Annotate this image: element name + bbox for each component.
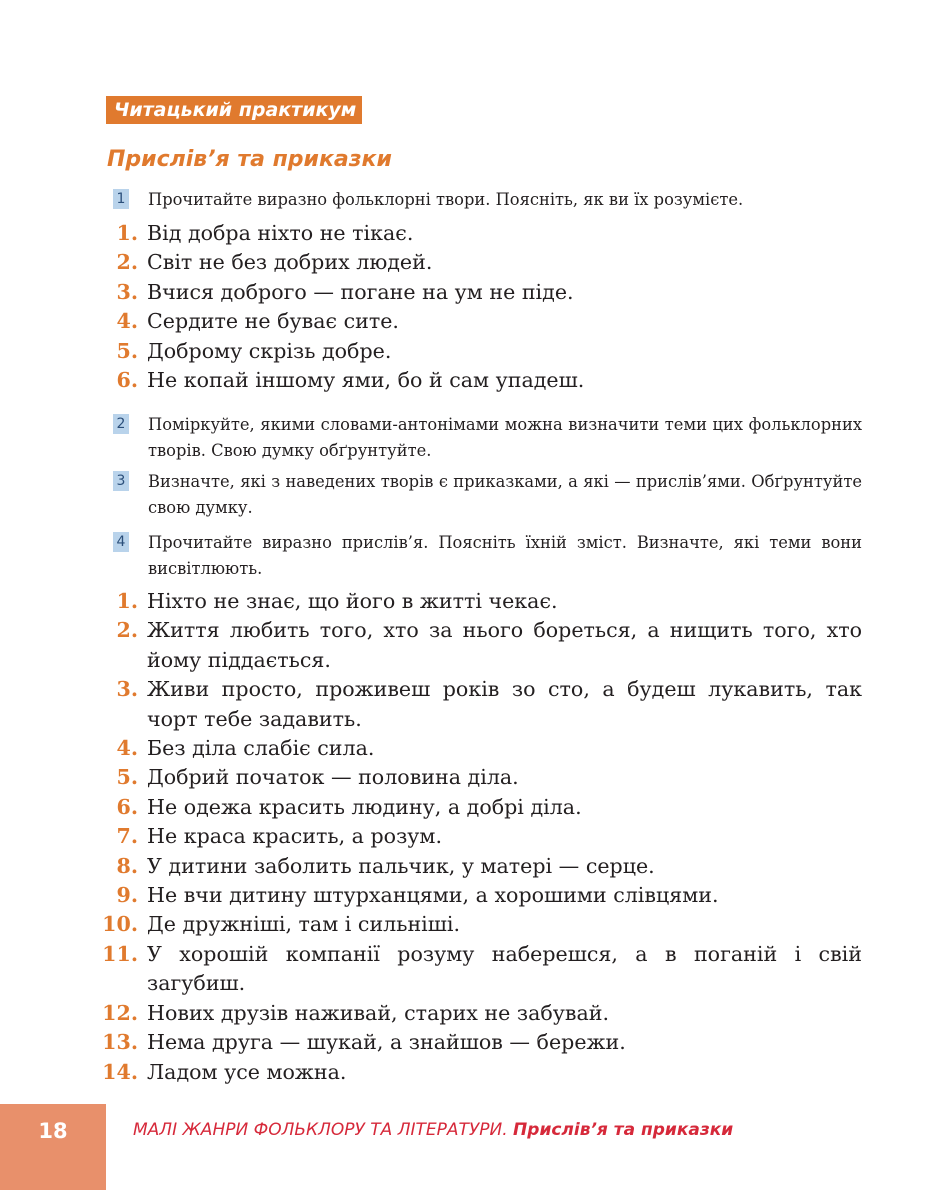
- list-item: [100, 763, 862, 792]
- item-text: Ніхто не знає, що його в житті чекає.: [147, 589, 558, 613]
- proverb-list-1: [100, 219, 862, 395]
- list-item: [100, 337, 862, 366]
- list-item: [100, 1028, 862, 1057]
- list-item: [100, 587, 862, 616]
- item-text: Не вчи дитину штурханцями, а хорошими слівцями.: [147, 883, 719, 908]
- task-2: [113, 412, 862, 464]
- task-number: 3: [113, 471, 129, 491]
- item-text: Ладом усе можна.: [147, 1059, 347, 1084]
- page-number: 18: [38, 1119, 68, 1143]
- item-text: Нема друга — шукай, а знайшов — бережи.: [147, 1030, 626, 1055]
- item-number: 3.: [116, 279, 138, 304]
- task-1: [113, 187, 862, 213]
- item-text: Сердите не буває сите.: [147, 309, 399, 334]
- item-number: 3.: [116, 677, 138, 702]
- task-4: [113, 530, 862, 582]
- list-item: [100, 366, 862, 395]
- item-text: Не копай іншому ями, бо й сам упадеш.: [147, 368, 585, 393]
- section-title: Прислів’я та приказки: [107, 147, 392, 172]
- list-item: [100, 219, 862, 248]
- item-number: 13.: [102, 1030, 138, 1055]
- item-text: У хорошій компанії розуму наберешся, а в поганій і свій загубиш.: [147, 941, 862, 996]
- task-number: 1: [113, 189, 129, 209]
- item-number: 5.: [116, 765, 138, 790]
- list-item: [100, 910, 862, 939]
- list-item: [100, 307, 862, 336]
- list-item: [100, 822, 862, 851]
- task-number: 2: [113, 414, 129, 434]
- item-text: Не краса красить, а розум.: [147, 824, 442, 849]
- task-number: 4: [113, 532, 129, 552]
- item-number: 9.: [116, 883, 138, 908]
- item-text: Життя любить того, хто за нього бореться, а нищить того, хто йому піддається.: [147, 618, 862, 672]
- item-number: 2.: [116, 618, 138, 643]
- item-text: Де дружніші, там і сильніші.: [147, 912, 461, 937]
- list-item: [100, 278, 862, 307]
- footer-topic: Прислів’я та приказки: [513, 1120, 734, 1140]
- item-text: Без діла слабіє сила.: [147, 736, 375, 761]
- task-text: Прочитайте виразно фольклорні твори. Поясніть, як ви їх розумієте.: [148, 190, 744, 209]
- item-number: 7.: [116, 824, 138, 849]
- item-number: 10.: [102, 912, 138, 937]
- list-item: [100, 999, 862, 1028]
- item-number: 12.: [102, 1000, 138, 1025]
- task-text: Поміркуйте, якими словами-антонімами можна визначити теми цих фольклорних творів. Свою думку обґрунтуйте.: [148, 415, 862, 460]
- task-text: Прочитайте виразно прислів’я. Поясніть їхній зміст. Визначте, які теми вони висвітлюють.: [148, 533, 862, 578]
- section-badge: Читацький практикум: [106, 96, 362, 124]
- list-item: [100, 248, 862, 277]
- list-item: [100, 675, 862, 734]
- item-number: 4.: [116, 736, 138, 761]
- list-item: [100, 881, 862, 910]
- item-text: Світ не без добрих людей.: [147, 250, 433, 275]
- footer-page-box: [0, 1104, 106, 1190]
- item-number: 6.: [116, 794, 138, 819]
- item-text: Не одежа красить людину, а добрі діла.: [147, 794, 582, 819]
- item-number: 5.: [116, 338, 138, 363]
- task-3: [113, 469, 862, 521]
- item-number: 2.: [116, 250, 138, 275]
- item-text: У дитини заболить пальчик, у матері — серце.: [147, 853, 655, 878]
- item-text: Живи просто, проживеш років зо сто, а будеш лукавить, так чорт тебе задавить.: [147, 677, 862, 731]
- item-number: 14.: [102, 1059, 138, 1084]
- item-text: Добрий початок — половина діла.: [147, 765, 519, 790]
- item-text: Від добра ніхто не тікає.: [147, 221, 414, 245]
- item-number: 4.: [116, 309, 138, 334]
- footer-running-title: [133, 1116, 733, 1144]
- item-number: 8.: [116, 853, 138, 878]
- item-number: 6.: [116, 368, 138, 393]
- list-item: [100, 940, 862, 999]
- item-text: Доброму скрізь добре.: [147, 338, 392, 363]
- item-text: Вчися доброго — погане на ум не піде.: [147, 279, 574, 304]
- footer-chapter: МАЛІ ЖАНРИ ФОЛЬКЛОРУ ТА ЛІТЕРАТУРИ.: [133, 1120, 508, 1140]
- list-item: [100, 793, 862, 822]
- list-item: [100, 616, 862, 675]
- list-item: [100, 734, 862, 763]
- item-number: 1.: [116, 221, 138, 245]
- list-item: [100, 852, 862, 881]
- proverb-list-4: [100, 587, 862, 1087]
- item-number: 1.: [116, 589, 138, 613]
- list-item: [100, 1058, 862, 1087]
- task-text: Визначте, які з наведених творів є приказками, а які — прислів’ями. Обґрунтуйте свою думку.: [148, 472, 862, 517]
- item-number: 11.: [102, 941, 138, 966]
- item-text: Нових друзів наживай, старих не забувай.: [147, 1000, 610, 1025]
